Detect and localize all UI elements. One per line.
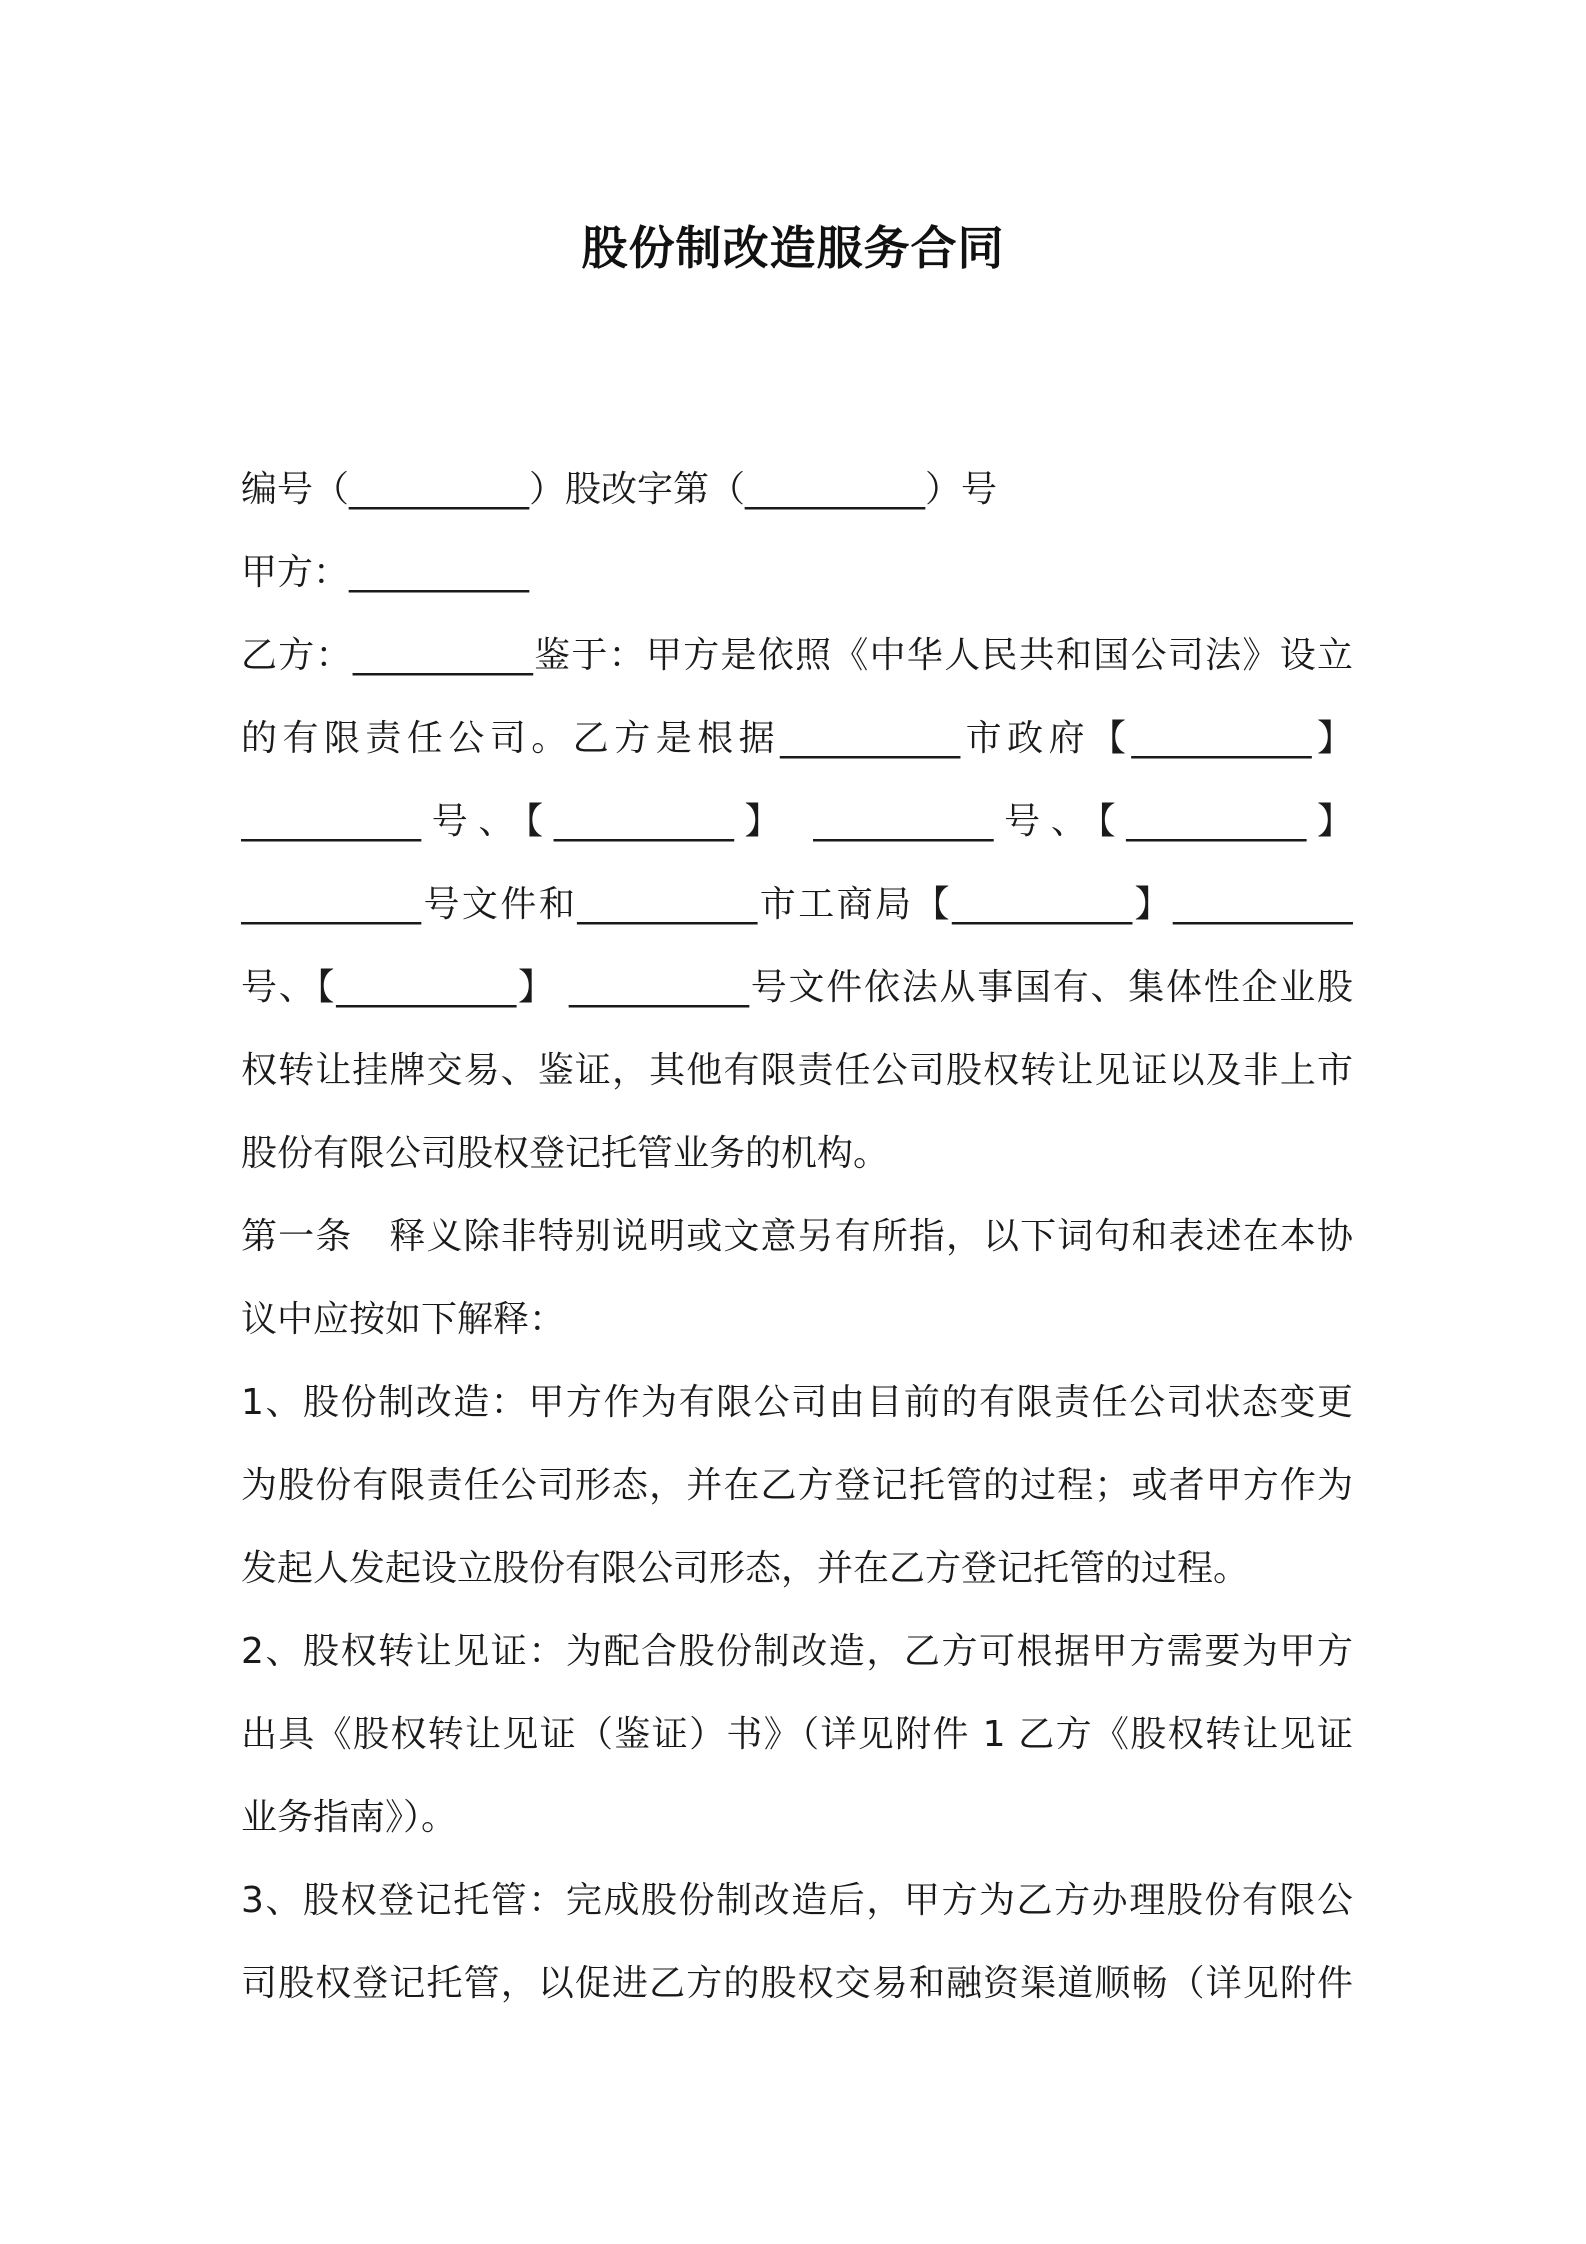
body-line: 业务指南》）。 xyxy=(241,1797,458,1838)
body-line: 股份有限公司股权登记托管业务的机构。 xyxy=(241,1133,890,1174)
body-line: 为股份有限责任公司形态，并在乙方登记托管的过程；或者甲方作为 xyxy=(241,1465,1353,1506)
body-line: 号、【__________】 __________号文件依法从事国有、集体性企业股 xyxy=(241,967,1353,1008)
body-line: 司股权登记托管，以促进乙方的股权交易和融资渠道顺畅（详见附件 xyxy=(241,1963,1353,2004)
body-line: 的有限责任公司。乙方是根据__________市政府【__________】 xyxy=(241,718,1353,759)
body-line: 权转让挂牌交易、鉴证，其他有限责任公司股权转让见证以及非上市 xyxy=(241,1050,1353,1091)
document-title: 股份制改造服务合同 xyxy=(581,221,1005,275)
body-line: 编号（__________）股改字第（__________）号 xyxy=(241,469,998,510)
body-line: __________号、【__________】 __________号、【__________】 xyxy=(241,801,1353,842)
body-line: 发起人发起设立股份有限公司形态，并在乙方登记托管的过程。 xyxy=(241,1548,1250,1589)
body-line: 1、股份制改造：甲方作为有限公司由目前的有限责任公司状态变更 xyxy=(241,1382,1353,1423)
body-line: 议中应按如下解释： xyxy=(241,1299,566,1340)
document-body xyxy=(241,448,1353,2025)
body-line: 出具《股权转让见证（鉴证）书》（详见附件 1 乙方《股权转让见证 xyxy=(241,1714,1353,1755)
body-line: __________号文件和__________市工商局【__________】__________ xyxy=(241,884,1353,925)
body-line: 2、股权转让见证：为配合股份制改造，乙方可根据甲方需要为甲方 xyxy=(241,1631,1353,1672)
body-line: 甲方：__________ xyxy=(241,552,530,593)
body-line: 第一条 释义除非特别说明或文意另有所指，以下词句和表述在本协 xyxy=(241,1216,1353,1257)
body-line: 乙方：__________鉴于：甲方是依照《中华人民共和国公司法》设立 xyxy=(241,635,1353,676)
body-line: 3、股权登记托管：完成股份制改造后，甲方为乙方办理股份有限公 xyxy=(241,1880,1353,1921)
